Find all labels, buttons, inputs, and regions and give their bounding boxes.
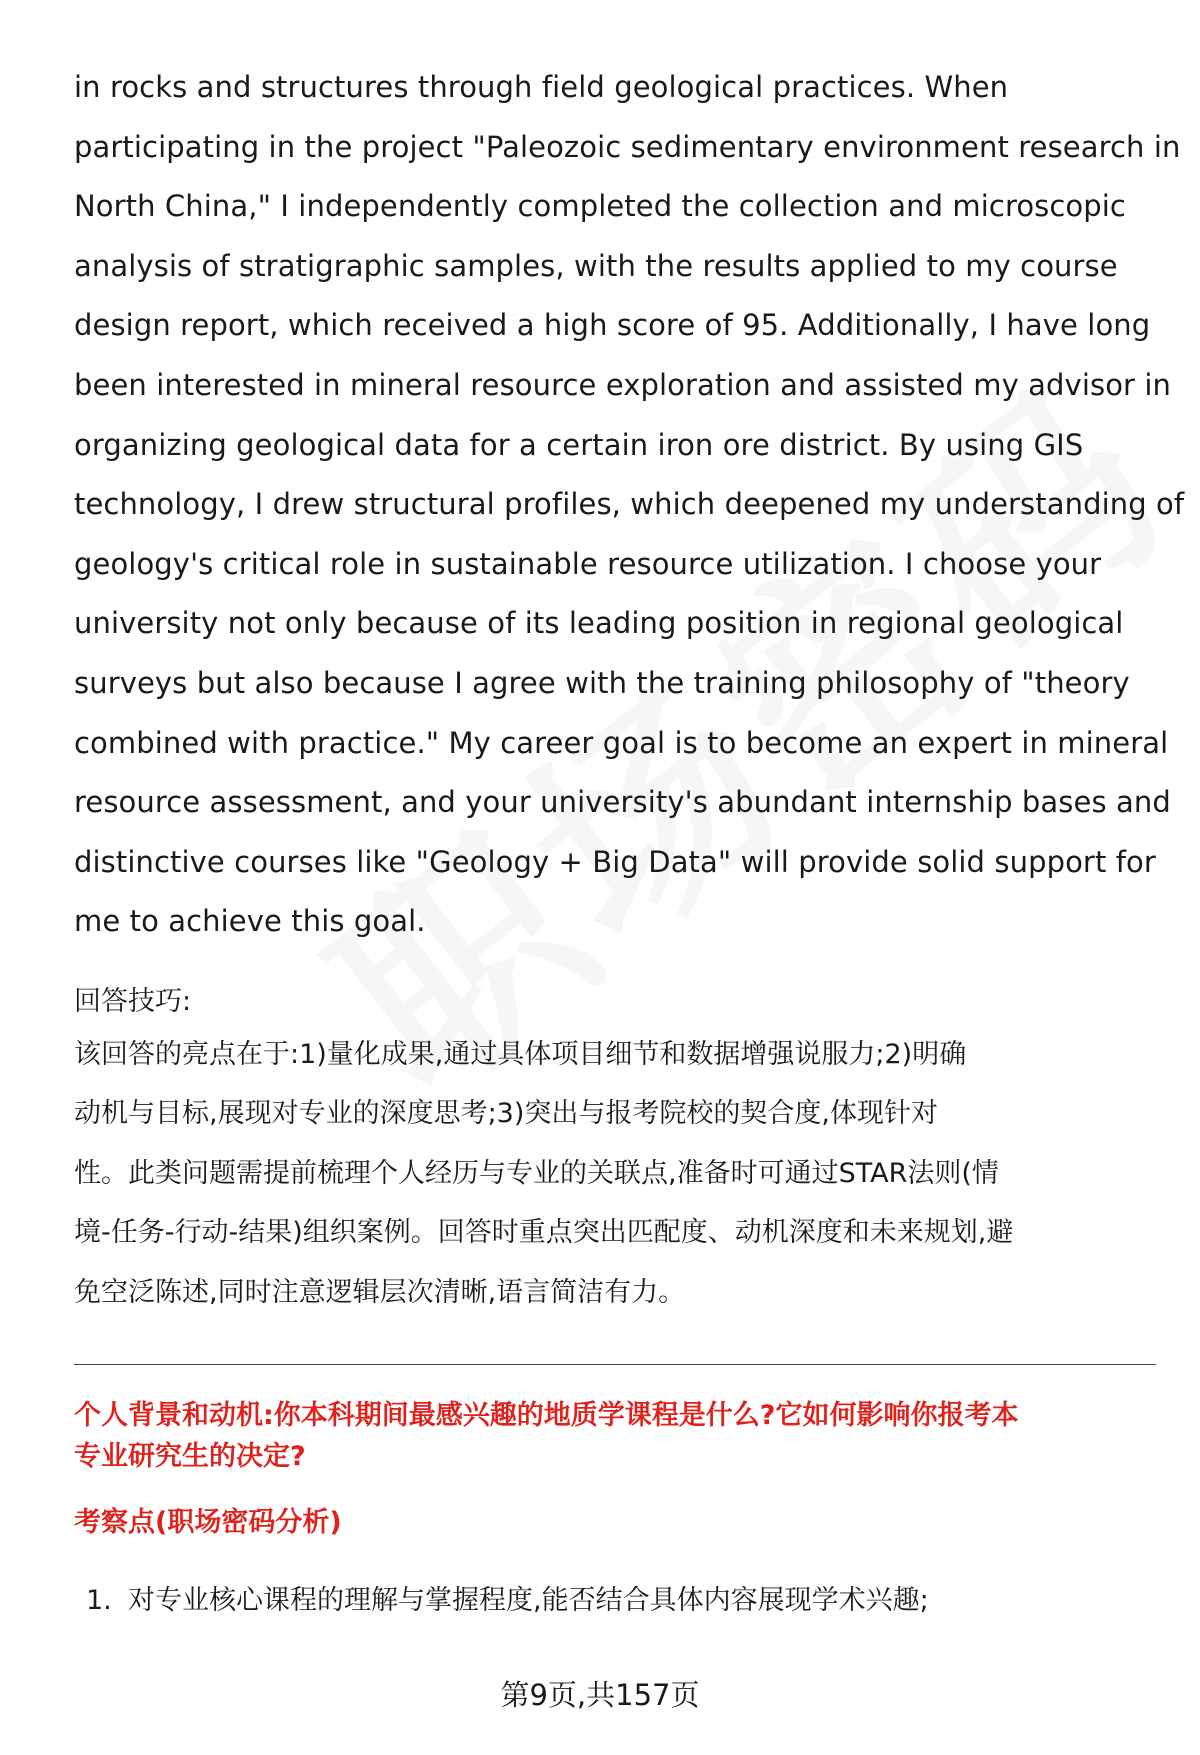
page-footer: 第9页,共157页 [500, 1678, 700, 1712]
question-line: 个人背景和动机:你本科期间最感兴趣的地质学课程是什么?它如何影响你报考本 [74, 1400, 1019, 1432]
answer-line: combined with practice." My career goal is to become an expert in mineral [74, 725, 1169, 760]
list-item-number: 1. [86, 1585, 112, 1617]
tips-line: 免空泛陈述,同时注意逻辑层次清晰,语言简洁有力。 [74, 1276, 686, 1308]
answer-line: resource assessment, and your university's abundant internship bases and [74, 785, 1171, 820]
question-line: 专业研究生的决定? [74, 1441, 306, 1473]
tips-heading: 回答技巧: [74, 985, 192, 1017]
answer-line: in rocks and structures through field geological practices. When [74, 70, 1009, 104]
tips-line: 性。此类问题需提前梳理个人经历与专业的关联点,准备时可通过STAR法则(情 [74, 1157, 999, 1189]
section-divider [74, 1364, 1156, 1365]
list-item [74, 1581, 1164, 1621]
question-heading [74, 1395, 1164, 1477]
evaluation-points-list [74, 1581, 1164, 1621]
document-page [74, 58, 1185, 1621]
answer-line: design report, which received a high score of 95. Additionally, I have long [74, 308, 1151, 343]
answer-line: me to achieve this goal. [74, 904, 426, 939]
answer-line: geology's critical role in sustainable resource utilization. I choose your [74, 546, 1102, 581]
tips-line: 动机与目标,展现对专业的深度思考;3)突出与报考院校的契合度,体现针对 [74, 1098, 938, 1130]
answer-line: university not only because of its leading position in regional geological [74, 606, 1124, 641]
tips-line: 该回答的亮点在于:1)量化成果,通过具体项目细节和数据增强说服力;2)明确 [74, 1038, 967, 1070]
tips-paragraph [74, 1025, 1164, 1323]
answer-line: surveys but also because I agree with the training philosophy of "theory [74, 665, 1130, 700]
answer-line: analysis of stratigraphic samples, with the results applied to my course [74, 248, 1118, 283]
answer-line: participating in the project "Paleozoic sedimentary environment research in [74, 129, 1181, 164]
evaluation-points-title: 考察点(职场密码分析) [74, 1507, 342, 1539]
list-item-text: 对专业核心课程的理解与掌握程度,能否结合具体内容展现学术兴趣; [128, 1585, 929, 1617]
tips-line: 境-任务-行动-结果)组织案例。回答时重点突出匹配度、动机深度和未来规划,避 [74, 1217, 1014, 1249]
answer-line: technology, I drew structural profiles, which deepened my understanding of [74, 487, 1185, 522]
answer-line: organizing geological data for a certain iron ore district. By using GIS [74, 427, 1084, 462]
answer-line: distinctive courses like "Geology + Big Data" will provide solid support for [74, 844, 1156, 879]
answer-line: North China," I independently completed the collection and microscopic [74, 189, 1126, 224]
answer-paragraph [74, 58, 1185, 952]
answer-line: been interested in mineral resource exploration and assisted my advisor in [74, 367, 1172, 402]
